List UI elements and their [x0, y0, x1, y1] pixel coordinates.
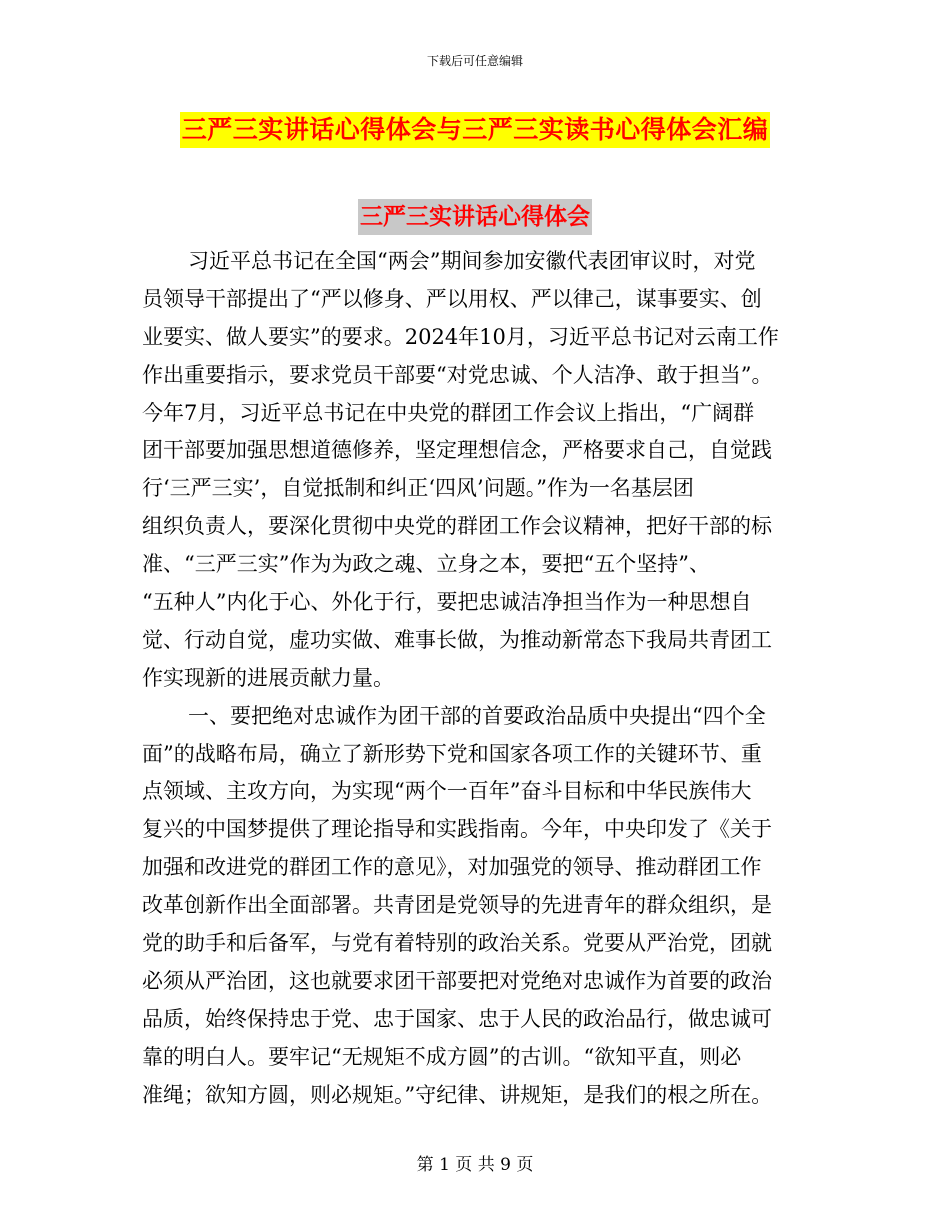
section-title-text: 三严三实讲话心得体会 — [358, 199, 592, 235]
header-note: 下载后可任意编辑 — [426, 54, 523, 68]
paragraph-line: 作实现新的进展贡献力量。 — [142, 665, 394, 690]
paragraph-line: 准、“三严三实”作为为政之魂、立身之本，要把“五个坚持”、 — [142, 552, 710, 577]
paragraph-line: 品质，始终保持忠于党、忠于国家、忠于人民的政治品行，做忠诚可 — [142, 1006, 772, 1031]
paragraph-line: 习近平总书记在全国“两会”期间参加安徽代表团审议时，对党 — [188, 249, 756, 273]
body-text — [142, 243, 808, 1114]
page-number: 第 1 页 共 9 页 — [416, 1155, 534, 1175]
section-title — [0, 199, 950, 237]
paragraph-line: 复兴的中国梦提供了理论指导和实践指南。今年，中央印发了《关于 — [142, 817, 772, 842]
paragraph-line: 面”的战略布局，确立了新形势下党和国家各项工作的关键环节、重 — [142, 741, 762, 766]
paragraph-line: 觉、行动自觉，虚功实做、难事长做，为推动新常态下我局共青团工 — [142, 627, 772, 652]
page-header — [0, 52, 950, 70]
paragraph-line: 作出重要指示，要求党员干部要“对党忠诚、个人洁净、敢于担当”。 — [142, 362, 773, 387]
paragraph-line: 业要实、做人要实”的要求。2024年10月，习近平总书记对云南工作 — [142, 324, 779, 349]
document-title-text: 三严三实讲话心得体会与三严三实读书心得体会汇编 — [180, 112, 771, 148]
paragraph-line: 行‘三严三实’，自觉抵制和纠正‘四风’问题。”作为一名基层团 — [142, 476, 694, 501]
paragraph-line: 团干部要加强思想道德修养，坚定理想信念，严格要求自己，自觉践 — [142, 438, 772, 463]
paragraph-line: 党的助手和后备军，与党有着特别的政治关系。党要从严治党，团就 — [142, 931, 772, 956]
paragraph-line: 点领域、主攻方向，为实现“两个一百年”奋斗目标和中华民族伟大 — [142, 779, 752, 804]
paragraph-line: 改革创新作出全面部署。共青团是党领导的先进青年的群众组织，是 — [142, 893, 772, 918]
paragraph-line: “五种人”内化于心、外化于行，要把忠诚洁净担当作为一种思想自 — [142, 590, 752, 615]
document-title — [0, 112, 950, 151]
paragraph-line: 今年7月，习近平总书记在中央党的群团工作会议上指出，“广阔群 — [142, 400, 755, 425]
paragraph-line: 员领导干部提出了“严以修身、严以用权、严以律己，谋事要实、创 — [142, 286, 762, 311]
paragraph-line: 靠的明白人。要牢记“无规矩不成方圆”的古训。“欲知平直，则必 — [142, 1044, 742, 1069]
paragraph-line: 一、要把绝对忠诚作为团干部的首要政治品质中央提出“四个全 — [188, 703, 766, 728]
paragraph-line: 组织负责人，要深化贯彻中央党的群团工作会议精神，把好干部的标 — [142, 514, 772, 539]
paragraph-line: 加强和改进党的群团工作的意见》，对加强党的领导、推动群团工作 — [142, 855, 762, 880]
page-footer — [0, 1153, 950, 1177]
paragraph-line: 准绳；欲知方圆，则必规矩。”守纪律、讲规矩，是我们的根之所在。 — [142, 1082, 773, 1107]
paragraph-line: 必须从严治团，这也就要求团干部要把对党绝对忠诚作为首要的政治 — [142, 968, 772, 993]
